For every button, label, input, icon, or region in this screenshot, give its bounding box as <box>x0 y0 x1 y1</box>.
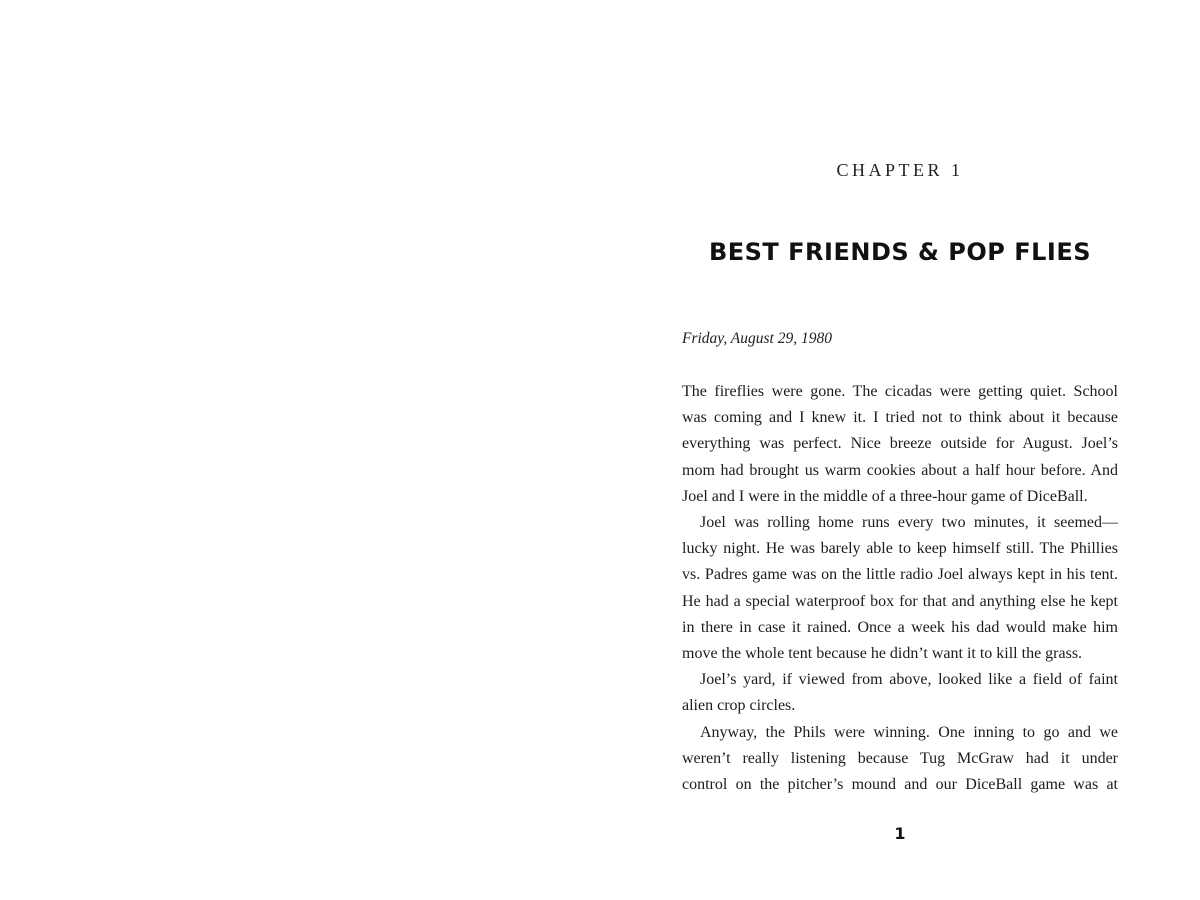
page-number: 1 <box>894 824 906 843</box>
chapter-number: CHAPTER 1 <box>836 160 964 180</box>
text-line: mom had brought us warm cookies about a half hour before. And <box>682 461 1118 479</box>
text-line: The fireflies were gone. The cicadas were getting quiet. School <box>682 383 1118 400</box>
text-line: weren’t really listening because Tug McGraw had it under <box>682 749 1118 767</box>
text-line: in there in case it rained. Once a week his dad would make him <box>682 618 1118 636</box>
text-line: Joel and I were in the middle of a three-hour game of DiceBall. <box>682 487 1088 505</box>
text-line: Anyway, the Phils were winning. One inning to go and we <box>700 723 1118 741</box>
date-line: Friday, August 29, 1980 <box>682 330 832 347</box>
text-line: move the whole tent because he didn’t want it to kill the grass. <box>682 645 1083 663</box>
text-line: Joel’s yard, if viewed from above, looked like a field of faint <box>700 671 1118 689</box>
text-line: control on the pitcher’s mound and our DiceBall game was at <box>682 776 1118 794</box>
text-line: alien crop circles. <box>682 697 796 715</box>
text-line: lucky night. He was barely able to keep himself still. The Phillies <box>682 540 1118 558</box>
chapter-title: BEST FRIENDS & POP FLIES <box>708 238 1092 266</box>
text-line: He had a special waterproof box for that and anything else he kept <box>682 592 1118 610</box>
text-line: Joel was rolling home runs every two minutes, it seemed— <box>700 514 1118 532</box>
body-text <box>682 379 1118 798</box>
text-line: vs. Padres game was on the little radio Joel always kept in his tent. <box>682 566 1118 584</box>
text-line: everything was perfect. Nice breeze outside for August. Joel’s <box>682 435 1118 453</box>
text-line: was coming and I knew it. I tried not to think about it because <box>682 409 1118 427</box>
